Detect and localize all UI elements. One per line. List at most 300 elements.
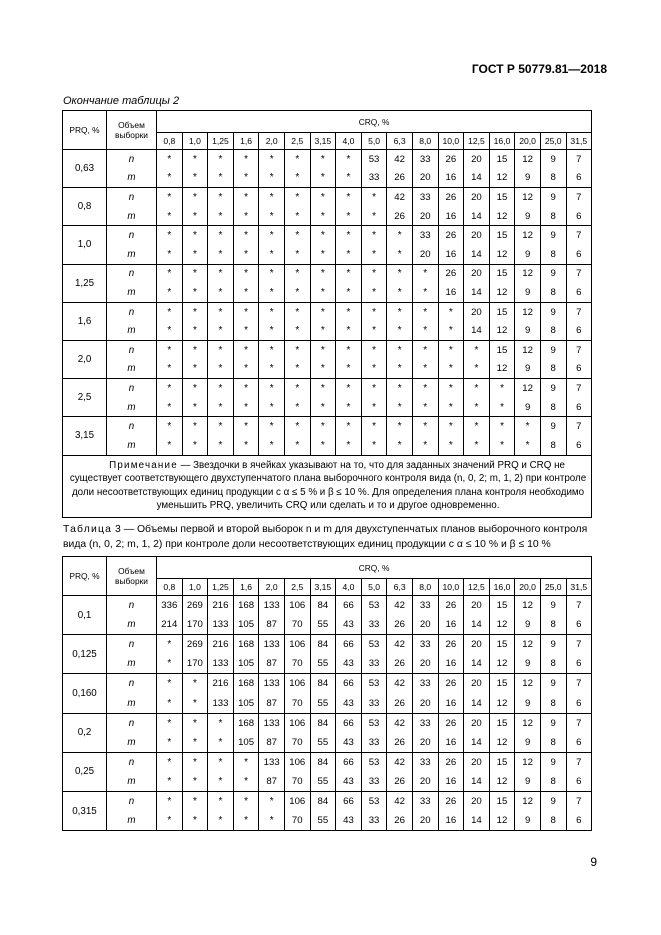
table-cell: *: [259, 436, 285, 455]
table-cell: 12: [515, 226, 541, 245]
table-note: [63, 455, 592, 517]
table-cell: *: [489, 436, 515, 455]
table-cell: 20: [412, 245, 438, 264]
prq-value: 2,0: [63, 340, 107, 378]
table-cell: 20: [412, 772, 438, 792]
table-cell: *: [336, 436, 362, 455]
sample-label-n: n: [107, 340, 157, 359]
table-cell: 9: [540, 791, 566, 811]
table-cell: *: [157, 752, 183, 772]
header-row: [63, 557, 592, 579]
table-cell: *: [310, 226, 336, 245]
table-cell: *: [387, 245, 413, 264]
sample-size-column-header: Объем выборки: [107, 111, 157, 150]
prq-value: 3,15: [63, 417, 107, 455]
table-cell: 87: [259, 772, 285, 792]
table-cell: 14: [464, 772, 490, 792]
crq-value-header: 4,0: [336, 133, 362, 150]
crq-value-header: 1,6: [233, 133, 259, 150]
table-cell: 8: [540, 436, 566, 455]
crq-value-header: 6,3: [387, 579, 413, 596]
table-cell: *: [412, 283, 438, 302]
table-cell: 6: [566, 615, 592, 635]
table-cell: *: [438, 417, 464, 436]
sample-size-column-header: Объем выборки: [107, 557, 157, 596]
table-cell: 336: [157, 596, 183, 616]
table3-title-text: 3 — Объемы первой и второй выборок n и m для двухступенчатых планов выборочного контроля вида (n, 0, 2; m, 1, 2) при контроле доли несоответствующих единиц продукции с α ≤ 10 % и β ≤ 10 %: [63, 524, 588, 550]
table-cell: *: [182, 713, 208, 733]
table-cell: 8: [540, 772, 566, 792]
table-cell: 8: [540, 360, 566, 379]
table-cell: 33: [412, 752, 438, 772]
table-cell: 106: [284, 752, 310, 772]
table-cell: 12: [489, 283, 515, 302]
table-cell: *: [157, 772, 183, 792]
table-cell: *: [489, 417, 515, 436]
table-cell: *: [412, 398, 438, 417]
table-cell: *: [438, 302, 464, 321]
table-cell: 6: [566, 245, 592, 264]
table-cell: 53: [361, 596, 387, 616]
table-cell: *: [361, 283, 387, 302]
crq-value-header: 2,0: [259, 579, 285, 596]
sample-label-n: n: [107, 791, 157, 811]
table-cell: *: [387, 436, 413, 455]
table-cell: 133: [259, 713, 285, 733]
table-row: [63, 615, 592, 635]
table-cell: *: [412, 436, 438, 455]
table-cell: *: [182, 340, 208, 359]
sample-label-m: m: [107, 245, 157, 264]
table-cell: 133: [208, 693, 234, 713]
table-cell: *: [259, 791, 285, 811]
table-cell: *: [336, 150, 362, 169]
table-cell: 12: [489, 245, 515, 264]
crq-value-header: 0,8: [157, 579, 183, 596]
table-cell: 16: [438, 693, 464, 713]
table-cell: *: [438, 321, 464, 340]
table-cell: *: [464, 379, 490, 398]
table-cell: 33: [361, 693, 387, 713]
table-cell: 16: [438, 245, 464, 264]
table-cell: *: [361, 436, 387, 455]
table-cell: 70: [284, 811, 310, 831]
table-cell: 16: [438, 772, 464, 792]
table-cell: 15: [489, 302, 515, 321]
table-cell: 70: [284, 654, 310, 674]
note-row: [63, 455, 592, 517]
table-cell: 26: [438, 635, 464, 655]
table-row: [63, 302, 592, 321]
table-cell: 7: [566, 596, 592, 616]
table-cell: 16: [438, 169, 464, 188]
crq-value-header: 12,5: [464, 579, 490, 596]
crq-value-header: 16,0: [489, 133, 515, 150]
table-cell: *: [182, 733, 208, 753]
table-cell: 216: [208, 635, 234, 655]
table-cell: *: [412, 321, 438, 340]
table-cell: 12: [489, 811, 515, 831]
table-cell: 8: [540, 245, 566, 264]
table-cell: *: [387, 379, 413, 398]
table-row: [63, 360, 592, 379]
sample-label-n: n: [107, 226, 157, 245]
table-cell: 9: [515, 283, 541, 302]
table-cell: *: [310, 398, 336, 417]
sample-label-n: n: [107, 713, 157, 733]
table-row: [63, 321, 592, 340]
document-id: ГОСТ Р 50779.81—2018: [471, 62, 607, 76]
table-cell: 106: [284, 635, 310, 655]
table-cell: *: [284, 321, 310, 340]
table-cell: *: [361, 417, 387, 436]
table-cell: *: [259, 360, 285, 379]
sample-label-m: m: [107, 283, 157, 302]
table-cell: 20: [412, 654, 438, 674]
table-cell: 26: [387, 693, 413, 713]
table-cell: 8: [540, 169, 566, 188]
prq-value: 0,125: [63, 635, 107, 674]
table-cell: 105: [233, 693, 259, 713]
table-cell: *: [336, 264, 362, 283]
crq-value-header: 20,0: [515, 579, 541, 596]
table-cell: 6: [566, 811, 592, 831]
table-cell: 106: [284, 596, 310, 616]
table-cell: 12: [515, 791, 541, 811]
table-cell: 12: [515, 379, 541, 398]
table-cell: 26: [387, 772, 413, 792]
crq-value-header: 2,0: [259, 133, 285, 150]
table-cell: *: [336, 188, 362, 207]
table-cell: *: [259, 226, 285, 245]
table-cell: 70: [284, 615, 310, 635]
table-cell: *: [157, 811, 183, 831]
table-cell: *: [182, 360, 208, 379]
table-cell: 20: [464, 713, 490, 733]
table-cell: *: [157, 791, 183, 811]
table-cell: 42: [387, 150, 413, 169]
table-cell: *: [157, 302, 183, 321]
table-cell: 70: [284, 733, 310, 753]
table-cell: 6: [566, 436, 592, 455]
crq-value-header: 3,15: [310, 133, 336, 150]
table-cell: 16: [438, 654, 464, 674]
table-cell: 12: [489, 169, 515, 188]
table-cell: *: [233, 417, 259, 436]
table-cell: 55: [310, 772, 336, 792]
table-cell: 8: [540, 207, 566, 226]
table-cell: 8: [540, 321, 566, 340]
table-cell: 9: [540, 226, 566, 245]
table-cell: 84: [310, 596, 336, 616]
table-cell: 16: [438, 811, 464, 831]
table-cell: 66: [336, 791, 362, 811]
table-cell: *: [336, 207, 362, 226]
table-cell: 33: [412, 226, 438, 245]
table-cell: 14: [464, 169, 490, 188]
sample-label-n: n: [107, 264, 157, 283]
table-cell: 53: [361, 791, 387, 811]
table-cell: 84: [310, 635, 336, 655]
crq-value-header: 8,0: [412, 133, 438, 150]
table-cell: 9: [540, 417, 566, 436]
table-cell: *: [284, 360, 310, 379]
table-cell: 87: [259, 733, 285, 753]
sample-label-n: n: [107, 635, 157, 655]
crq-value-header: 4,0: [336, 579, 362, 596]
table-cell: 12: [489, 693, 515, 713]
page-number: 9: [590, 855, 597, 869]
table-cell: *: [284, 245, 310, 264]
table-cell: *: [182, 398, 208, 417]
crq-value-header: 5,0: [361, 579, 387, 596]
table-cell: 84: [310, 791, 336, 811]
table-cell: 15: [489, 674, 515, 694]
table-cell: *: [208, 398, 234, 417]
table-cell: 6: [566, 321, 592, 340]
table-cell: 55: [310, 811, 336, 831]
table-cell: *: [208, 264, 234, 283]
table-cell: *: [208, 340, 234, 359]
table-row: [63, 596, 592, 616]
table-cell: 12: [515, 340, 541, 359]
table-cell: *: [336, 226, 362, 245]
table-cell: *: [310, 169, 336, 188]
prq-value: 1,25: [63, 264, 107, 302]
sample-label-n: n: [107, 302, 157, 321]
table-cell: 55: [310, 733, 336, 753]
table-cell: 20: [464, 150, 490, 169]
table-cell: 9: [540, 635, 566, 655]
table-cell: *: [157, 398, 183, 417]
table-cell: 9: [515, 207, 541, 226]
sample-label-m: m: [107, 436, 157, 455]
table-cell: 105: [233, 654, 259, 674]
table-cell: 14: [464, 733, 490, 753]
table-cell: 33: [412, 713, 438, 733]
table-cell: 15: [489, 791, 515, 811]
table-cell: 15: [489, 226, 515, 245]
table-cell: *: [233, 264, 259, 283]
prq-value: 0,160: [63, 674, 107, 713]
table-cell: 7: [566, 379, 592, 398]
crq-value-header: 31,5: [566, 133, 592, 150]
table-cell: 15: [489, 188, 515, 207]
table-cell: 9: [515, 811, 541, 831]
table-cell: *: [310, 340, 336, 359]
table-cell: 16: [438, 733, 464, 753]
table-cell: 6: [566, 360, 592, 379]
table-cell: 42: [387, 596, 413, 616]
table-cell: *: [310, 436, 336, 455]
crq-value-header: 25,0: [540, 133, 566, 150]
table-cell: 6: [566, 207, 592, 226]
table-cell: 66: [336, 596, 362, 616]
table-cell: 55: [310, 693, 336, 713]
table-cell: 16: [438, 283, 464, 302]
table-cell: *: [233, 207, 259, 226]
table-cell: 26: [387, 811, 413, 831]
table-cell: *: [157, 654, 183, 674]
crq-value-header: 1,25: [208, 133, 234, 150]
table-cell: *: [182, 321, 208, 340]
table-cell: 7: [566, 150, 592, 169]
table-cell: 9: [540, 150, 566, 169]
table-cell: 133: [208, 615, 234, 635]
table-cell: 20: [464, 302, 490, 321]
table-cell: *: [157, 713, 183, 733]
table-cell: 12: [489, 733, 515, 753]
crq-value-header: 2,5: [284, 133, 310, 150]
table-cell: *: [182, 188, 208, 207]
prq-value: 0,315: [63, 791, 107, 830]
table-cell: *: [208, 226, 234, 245]
table-cell: *: [208, 436, 234, 455]
table-cell: *: [182, 436, 208, 455]
crq-value-header: 16,0: [489, 579, 515, 596]
table-cell: *: [387, 283, 413, 302]
note-label: Примечание: [109, 459, 178, 471]
table-cell: *: [208, 733, 234, 753]
table-cell: *: [515, 436, 541, 455]
table-cell: 53: [361, 674, 387, 694]
table-cell: *: [157, 207, 183, 226]
table-cell: 33: [361, 811, 387, 831]
table-cell: *: [336, 360, 362, 379]
table-cell: 20: [412, 169, 438, 188]
table-cell: *: [182, 752, 208, 772]
table-cell: *: [157, 188, 183, 207]
table-row: [63, 188, 592, 207]
table-cell: 9: [515, 733, 541, 753]
table-cell: 26: [438, 226, 464, 245]
table-row: [63, 283, 592, 302]
header-row: [63, 111, 592, 133]
table-cell: *: [182, 791, 208, 811]
table-cell: *: [233, 791, 259, 811]
crq-value-header: 0,8: [157, 133, 183, 150]
table-cell: 7: [566, 188, 592, 207]
table-cell: 53: [361, 752, 387, 772]
crq-value-header: 1,6: [233, 579, 259, 596]
table-cell: *: [464, 340, 490, 359]
table-cell: 20: [464, 674, 490, 694]
table-cell: *: [208, 811, 234, 831]
table-cell: 33: [412, 150, 438, 169]
sample-label-n: n: [107, 150, 157, 169]
table-cell: 7: [566, 302, 592, 321]
table-cell: *: [182, 674, 208, 694]
table-cell: 12: [515, 674, 541, 694]
table-row: [63, 169, 592, 188]
table-cell: *: [157, 733, 183, 753]
table-cell: *: [208, 207, 234, 226]
table-cell: 106: [284, 791, 310, 811]
sample-label-m: m: [107, 811, 157, 831]
table-cell: *: [182, 169, 208, 188]
table-cell: 12: [515, 713, 541, 733]
sample-label-m: m: [107, 207, 157, 226]
table-cell: 8: [540, 811, 566, 831]
sample-label-n: n: [107, 752, 157, 772]
table-cell: 15: [489, 713, 515, 733]
table-cell: 168: [233, 674, 259, 694]
table-cell: *: [182, 693, 208, 713]
table-cell: 14: [464, 283, 490, 302]
note-text: — Звездочки в ячейках указывают на то, что для заданных значений PRQ и CRQ не существует соответствующего двухступенчатого плана выборочного контроля вида (n, 0, 2; m, 1, 2) при контроле доли несоответствующих единиц продукции с α ≤ 5 % и β ≤ 10 %. Для определения плана контроля необходимо уменьшить PRQ, увеличить CRQ или сделать и то и другое одновременно.: [69, 459, 587, 511]
crq-value-header: 1,25: [208, 579, 234, 596]
table-cell: *: [259, 264, 285, 283]
table-cell: *: [387, 360, 413, 379]
table-cell: *: [259, 417, 285, 436]
table-cell: 7: [566, 674, 592, 694]
table-cell: *: [284, 264, 310, 283]
table-row: [63, 693, 592, 713]
table-cell: 170: [182, 615, 208, 635]
crq-column-header: CRQ, %: [157, 111, 592, 133]
table-cell: 26: [387, 733, 413, 753]
table-cell: 9: [540, 674, 566, 694]
table-cell: *: [259, 245, 285, 264]
table-cell: *: [182, 283, 208, 302]
table-cell: 26: [438, 188, 464, 207]
table-cell: 66: [336, 713, 362, 733]
table-cell: *: [336, 321, 362, 340]
table-cell: 20: [464, 635, 490, 655]
table-cell: 53: [361, 635, 387, 655]
table-cell: *: [259, 321, 285, 340]
table-cell: 26: [438, 596, 464, 616]
table-cell: 106: [284, 713, 310, 733]
table-cell: *: [157, 264, 183, 283]
table-cell: 43: [336, 654, 362, 674]
table-cell: 9: [515, 693, 541, 713]
table-cell: 43: [336, 693, 362, 713]
table-cell: *: [336, 283, 362, 302]
crq-value-header: 2,5: [284, 579, 310, 596]
table-cell: 9: [515, 772, 541, 792]
table-row: [63, 752, 592, 772]
sample-label-m: m: [107, 733, 157, 753]
sample-label-n: n: [107, 188, 157, 207]
table-cell: *: [233, 169, 259, 188]
table-cell: *: [361, 245, 387, 264]
table-cell: *: [387, 226, 413, 245]
table-cell: 9: [515, 245, 541, 264]
table-cell: *: [233, 772, 259, 792]
table-cell: 9: [515, 360, 541, 379]
table-cell: *: [233, 321, 259, 340]
table-cell: 20: [412, 693, 438, 713]
table-cell: *: [284, 398, 310, 417]
table-cell: 12: [515, 596, 541, 616]
table-cell: 12: [515, 752, 541, 772]
table-cell: 9: [540, 302, 566, 321]
table-cell: 269: [182, 635, 208, 655]
crq-value-header: 12,5: [464, 133, 490, 150]
table-cell: *: [489, 398, 515, 417]
table-cell: *: [464, 436, 490, 455]
table-cell: 16: [438, 615, 464, 635]
table-cell: 43: [336, 733, 362, 753]
table-cell: 26: [438, 264, 464, 283]
table-cell: *: [284, 226, 310, 245]
table-row: [63, 379, 592, 398]
table-cell: 133: [259, 635, 285, 655]
table-cell: *: [182, 302, 208, 321]
table-cell: 6: [566, 283, 592, 302]
table-cell: 33: [361, 733, 387, 753]
